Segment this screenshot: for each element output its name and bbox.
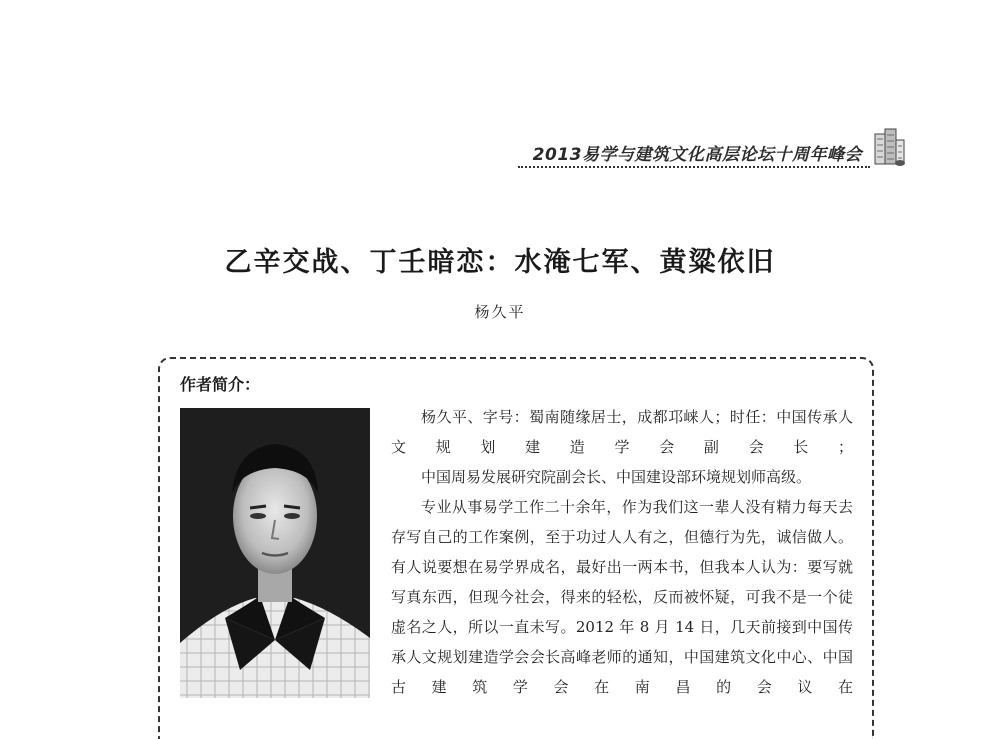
header-divider	[518, 166, 870, 168]
bio-paragraph: 杨久平、字号：蜀南随缘居士，成都邛崃人；时任：中国传承人文规划建造学会副会长；	[391, 408, 853, 456]
building-logo-icon	[872, 128, 906, 166]
author-photo	[180, 408, 370, 698]
bio-paragraph: 专业从事易学工作二十余年，作为我们这一辈人没有精力每天去存写自己的工作案例，至于功过人人有之，但德行为先，诚信做人。有人说要想在易学界成名，最好出一两本书，但我本人认为：要写就写真东西，但现今社会，得来的轻松，反而被怀疑，可我不是一个徒虚名之人，所以一直未写。2012 年 8 月 14 日，几天前接到中国传承人文规划建造学会会长高峰老师的通知，中国建筑文化中心、中国古建筑学会在南昌的会议在	[391, 498, 853, 696]
author-name: 杨久平	[474, 303, 526, 321]
running-header-title: 2013易学与建筑文化高层论坛十周年峰会	[532, 145, 862, 165]
bio-heading: 作者简介：	[180, 375, 261, 394]
bio-text	[391, 402, 853, 702]
bio-paragraph: 中国周易发展研究院副会长、中国建设部环境规划师高级。	[421, 468, 812, 486]
article-title: 乙辛交战、丁壬暗恋：水淹七军、黄粱依旧	[224, 247, 776, 278]
